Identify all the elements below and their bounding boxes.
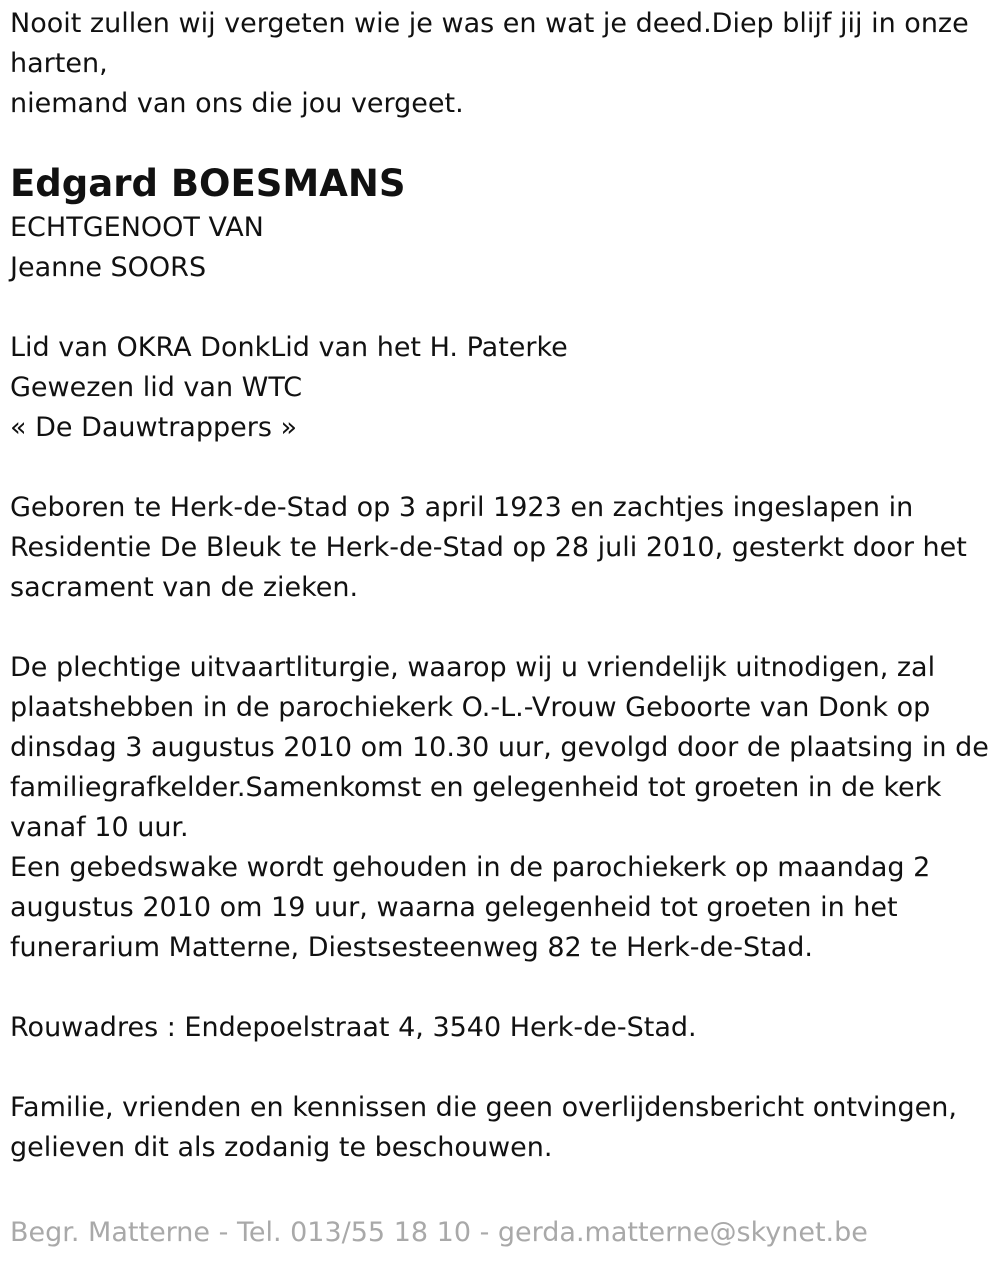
paragraph-line: De plechtige uitvaartliturgie, waarop wij u vriendelijk uitnodigen, zal (10, 652, 936, 683)
intro-line: harten, (10, 48, 108, 79)
membership-line: Lid van OKRA DonkLid van het H. Paterke (10, 332, 568, 363)
intro-line: niemand van ons die jou vergeet. (10, 88, 464, 119)
paragraph-line: sacrament van de zieken. (10, 572, 359, 603)
paragraph-line: Residentie De Bleuk te Herk-de-Stad op 28 juli 2010, gesterkt door het (10, 532, 967, 563)
paragraph-line: Een gebedswake wordt gehouden in de parochiekerk op maandag 2 (10, 852, 931, 883)
memberships-block (10, 328, 990, 448)
intro-quote (10, 4, 990, 124)
intro-line: Nooit zullen wij vergeten wie je was en wat je deed.Diep blijf jij in onze (10, 8, 969, 39)
paragraph-line: gelieven dit als zodanig te beschouwen. (10, 1132, 553, 1163)
paragraph-line: dinsdag 3 augustus 2010 om 10.30 uur, gevolgd door de plaatsing in de (10, 732, 989, 763)
paragraph-line: plaatshebben in de parochiekerk O.-L.-Vrouw Geboorte van Donk op (10, 692, 931, 723)
relation-label: ECHTGENOOT VAN (10, 212, 264, 243)
paragraph-line: Geboren te Herk-de-Stad op 3 april 1923 en zachtjes ingeslapen in (10, 492, 914, 523)
deceased-name: Edgard BOESMANS (10, 162, 406, 205)
paragraph-line: vanaf 10 uur. (10, 812, 189, 843)
paragraph-line: familiegrafkelder.Samenkomst en gelegenheid tot groeten in de kerk (10, 772, 942, 803)
paragraph-line: augustus 2010 om 19 uur, waarna gelegenheid tot groeten in het (10, 892, 898, 923)
paragraph-line: funerarium Matterne, Diestsesteenweg 82 te Herk-de-Stad. (10, 932, 813, 963)
mourning-address: Rouwadres : Endepoelstraat 4, 3540 Herk-de-Stad. (10, 1012, 697, 1043)
spouse-name: Jeanne SOORS (10, 252, 207, 283)
paragraph-line: Familie, vrienden en kennissen die geen overlijdensbericht ontvingen, (10, 1092, 957, 1123)
funeral-paragraph (10, 648, 990, 968)
membership-line: « De Dauwtrappers » (10, 412, 298, 443)
funeral-home-footer: Begr. Matterne - Tel. 013/55 18 10 - gerda.matterne@skynet.be (10, 1217, 868, 1248)
birth-death-paragraph (10, 488, 990, 608)
deceased-block (10, 160, 990, 288)
notice-paragraph (10, 1088, 990, 1168)
membership-line: Gewezen lid van WTC (10, 372, 303, 403)
